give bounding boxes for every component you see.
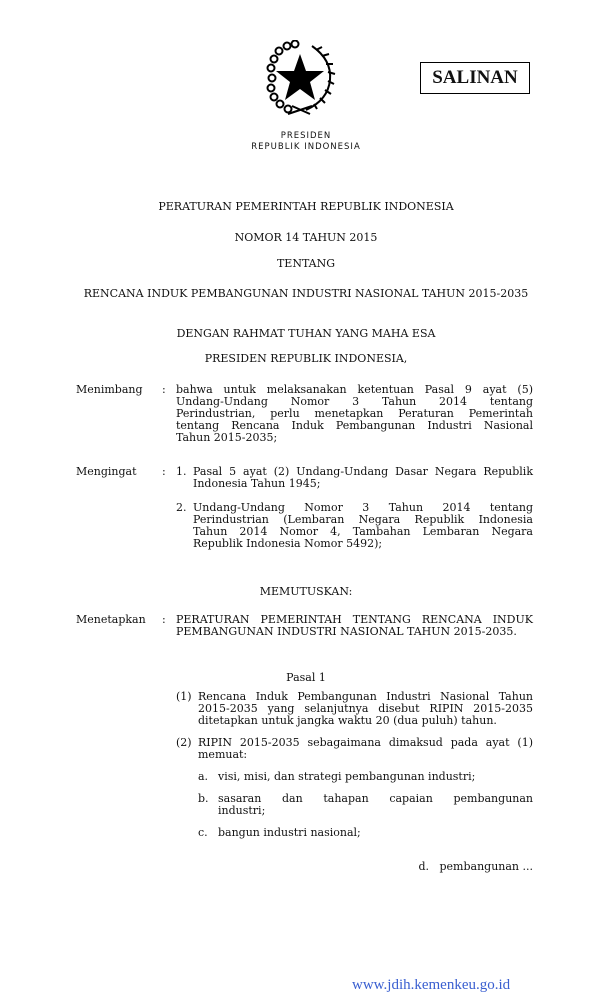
item-number: 1.	[176, 465, 187, 478]
doc-number: NOMOR 14 TAHUN 2015	[234, 231, 378, 244]
invocation: DENGAN RAHMAT TUHAN YANG MAHA ESA	[176, 327, 436, 340]
menimbang-line: bahwa untuk melaksanakan ketentuan Pasal 9 ayat (5)	[176, 383, 533, 396]
ayat-line: Rencana Induk Pembangunan Industri Nasional Tahun	[198, 690, 533, 703]
ayat-number: (2)	[176, 736, 192, 749]
mengingat-line: Indonesia Tahun 1945;	[193, 477, 321, 490]
point-letter: a.	[198, 770, 209, 783]
mengingat-line: Tahun 2014 Nomor 4, Tambahan Lembaran Negara	[193, 525, 533, 538]
colon: :	[162, 383, 166, 396]
memutuskan-heading: MEMUTUSKAN:	[259, 585, 353, 598]
mengingat-line: Undang-Undang Nomor 3 Tahun 2014 tentang	[193, 501, 533, 514]
ayat-line: 2015-2035 yang selanjutnya disebut RIPIN 2015-2035	[198, 702, 533, 715]
menimbang-line: Tahun 2015-2035;	[176, 431, 278, 444]
salinan-badge: SALINAN	[420, 62, 530, 94]
mengingat-line: Perindustrian (Lembaran Negara Republik Indonesia	[193, 513, 533, 526]
menetapkan-line: PEMBANGUNAN INDUSTRI NASIONAL TAHUN 2015-2035.	[176, 625, 517, 638]
point-line: visi, misi, dan strategi pembangunan industri;	[218, 770, 476, 783]
page-continuation: d. pembangunan ...	[418, 860, 533, 873]
ayat-line: RIPIN 2015-2035 sebagaimana dimaksud pada ayat (1)	[198, 736, 533, 749]
point-line: bangun industri nasional;	[218, 826, 361, 839]
menimbang-line: Perindustrian, perlu menetapkan Peraturan Pemerintah	[176, 407, 533, 420]
mengingat-line: Pasal 5 ayat (2) Undang-Undang Dasar Negara Republik	[193, 465, 533, 478]
point-letter: c.	[198, 826, 208, 839]
doc-tentang: TENTANG	[276, 257, 336, 270]
ayat-line: memuat:	[198, 748, 248, 761]
ayat-line: ditetapkan untuk jangka waktu 20 (dua puluh) tahun.	[198, 714, 497, 727]
point-line: sasaran dan tahapan capaian pembangunan	[218, 792, 533, 805]
mengingat-label: Mengingat	[76, 465, 137, 478]
garuda-star-emblem-icon	[262, 40, 338, 116]
colon: :	[162, 465, 166, 478]
item-number: 2.	[176, 501, 187, 514]
menimbang-line: tentang Rencana Induk Pembangunan Industri Nasional	[176, 419, 533, 432]
ayat-number: (1)	[176, 690, 192, 703]
president-heading: PRESIDEN REPUBLIK INDONESIA,	[204, 352, 408, 365]
point-line: industri;	[218, 804, 266, 817]
doc-title: PERATURAN PEMERINTAH REPUBLIK INDONESIA	[158, 200, 454, 213]
point-letter: b.	[198, 792, 209, 805]
colon: :	[162, 613, 166, 626]
emblem-caption-republik: REPUBLIK INDONESIA	[251, 142, 361, 152]
menimbang-label: Menimbang	[76, 383, 143, 396]
source-link[interactable]: www.jdih.kemenkeu.go.id	[352, 977, 511, 993]
doc-subject: RENCANA INDUK PEMBANGUNAN INDUSTRI NASIONAL TAHUN 2015-2035	[83, 287, 529, 300]
pasal-heading: Pasal 1	[286, 671, 326, 684]
menetapkan-label: Menetapkan	[76, 613, 146, 626]
menimbang-line: Undang-Undang Nomor 3 Tahun 2014 tentang	[176, 395, 533, 408]
menetapkan-line: PERATURAN PEMERINTAH TENTANG RENCANA INDUK	[176, 613, 533, 626]
mengingat-line: Republik Indonesia Nomor 5492);	[193, 537, 383, 550]
emblem-caption-presiden: PRESIDEN	[280, 131, 332, 141]
